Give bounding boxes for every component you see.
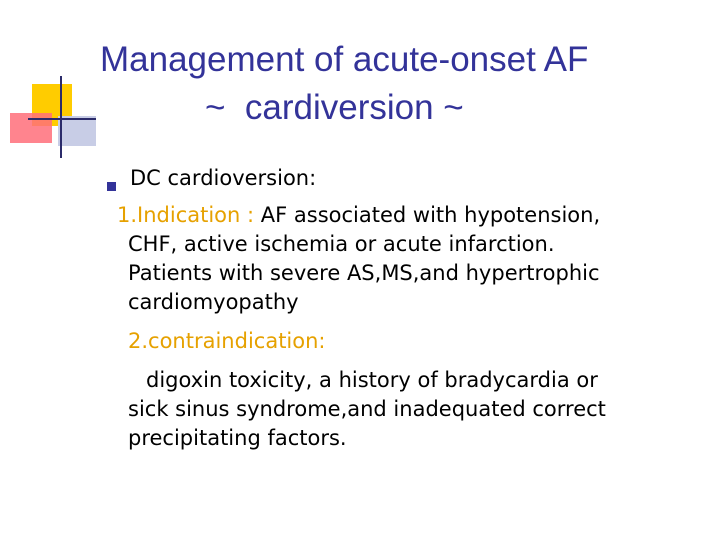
indication-text-1: AF associated with hypotension, bbox=[260, 203, 601, 227]
bullet-square-icon bbox=[107, 182, 116, 191]
bullet-heading: DC cardioversion: bbox=[130, 166, 317, 190]
title-line-2: ~ cardiversion ~ bbox=[205, 88, 464, 127]
indication-text-4: cardiomyopathy bbox=[128, 290, 299, 314]
contraindication-text-2: sick sinus syndrome,and inadequated correct bbox=[128, 397, 606, 421]
indication-text-3: Patients with severe AS,MS,and hypertrophic bbox=[128, 261, 600, 285]
indication-label: 1.Indication : bbox=[117, 203, 261, 227]
contraindication-text-1: digoxin toxicity, a history of bradycardia or bbox=[146, 368, 598, 392]
contraindication-text-3: precipitating factors. bbox=[128, 426, 347, 450]
indication-line-1 bbox=[117, 201, 600, 230]
title-line-1: Management of acute-onset AF bbox=[100, 40, 589, 79]
indication-text-2: CHF, active ischemia or acute infarction. bbox=[128, 232, 555, 256]
contraindication-label: 2.contraindication: bbox=[128, 329, 326, 353]
